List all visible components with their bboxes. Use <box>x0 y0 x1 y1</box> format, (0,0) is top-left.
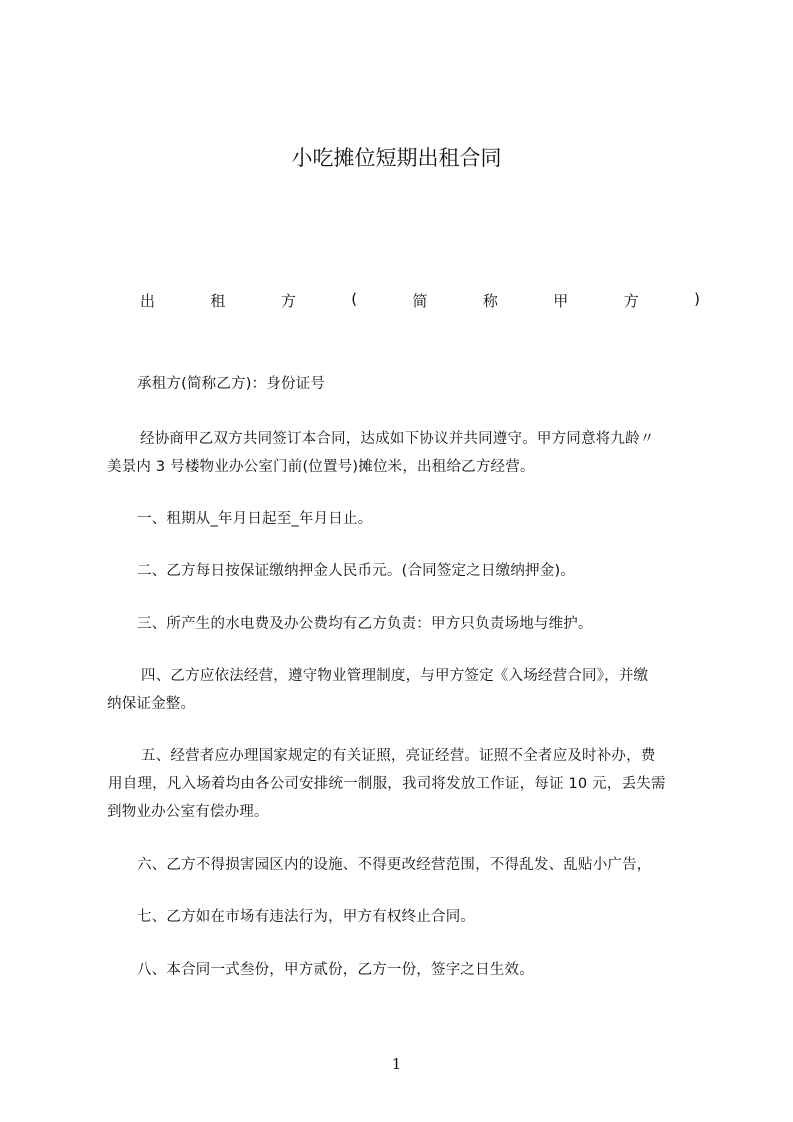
lessor-char: ( <box>351 290 358 308</box>
clause-4-line: 纳保证金整。 <box>107 696 196 712</box>
clause-5-line: 到物业办公室有偿办理。 <box>107 804 269 820</box>
clause-6: 六、乙方不得损害园区内的设施、不得更改经营范围，不得乱发、乱贴小广告， <box>137 857 652 873</box>
lessor-char: 简 <box>412 292 428 310</box>
lessor-char: ) <box>694 290 700 308</box>
lessor-line <box>140 290 700 311</box>
intro-paragraph-line: 美景内 3 号楼物业办公室门前(位置号)摊位米，出租给乙方经营。 <box>107 459 535 475</box>
lessor-char: 出 <box>140 292 156 310</box>
lessor-char: 称 <box>482 292 498 310</box>
clause-1: 一、租期从_年月日起至_年月日止。 <box>137 511 373 527</box>
clause-2: 二、乙方每日按保证缴纳押金人民币元。(合同签定之日缴纳押金)。 <box>137 563 576 579</box>
intro-paragraph-line: 经协商甲乙双方共同签订本合同，达成如下协议并共同遵守。甲方同意将九龄〃 <box>140 431 655 447</box>
lessor-char: 甲 <box>553 292 569 310</box>
clause-5-line: 用自理，凡入场着均由各公司安排统一制服，我司将发放工作证，每证 10 元，丢失需 <box>108 776 666 792</box>
page-number: 1 <box>391 1055 402 1073</box>
clause-5-line: 五、经营者应办理国家规定的有关证照，亮证经营。证照不全者应及时补办，费 <box>141 748 656 764</box>
document-title: 小吃摊位短期出租合同 <box>291 146 502 170</box>
clause-8: 八、本合同一式叁份，甲方贰份，乙方一份，签字之日生效。 <box>137 962 534 978</box>
lessor-char: 方 <box>280 292 296 310</box>
clause-3: 三、所产生的水电费及办公费均有乙方负责：甲方只负责场地与维护。 <box>137 616 593 632</box>
clause-7: 七、乙方如在市场有违法行为，甲方有权终止合同。 <box>137 909 476 925</box>
lessor-char: 方 <box>623 292 639 310</box>
clause-4-line: 四、乙方应依法经营，遵守物业管理制度，与甲方签定《入场经营合同》，并缴 <box>141 668 649 684</box>
lessee-line: 承租方(简称乙方)：身份证号 <box>137 376 326 392</box>
lessor-char: 租 <box>210 292 226 310</box>
